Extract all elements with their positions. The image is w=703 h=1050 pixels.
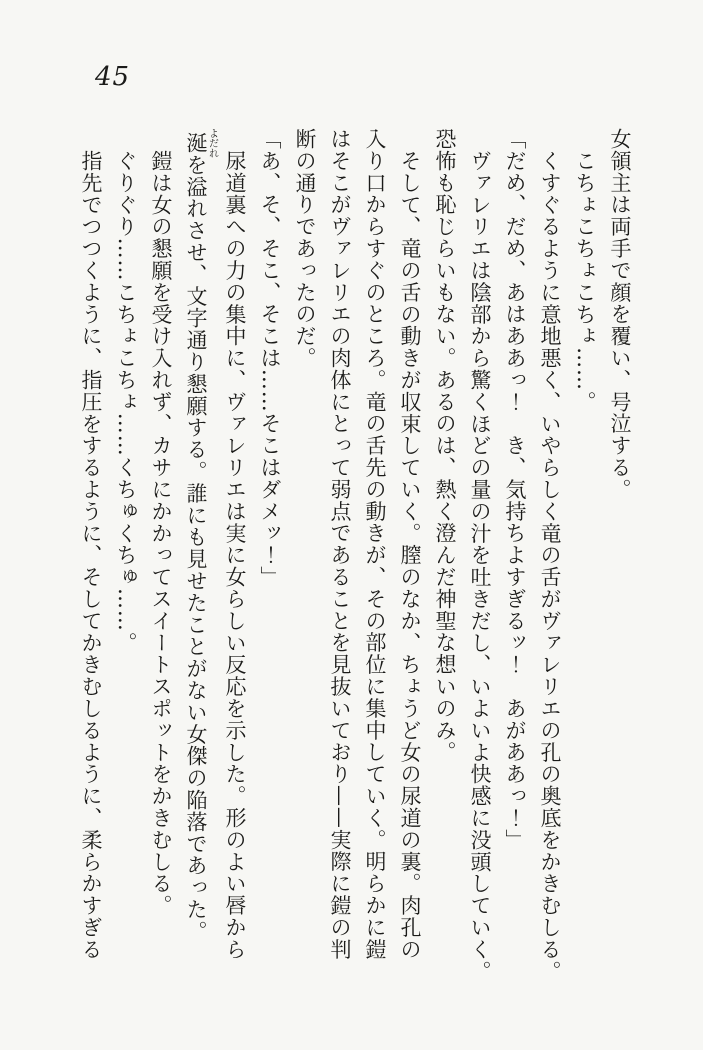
text-line: ぐりぐり……こちょこちょ……くちゅくちゅ……。 xyxy=(114,150,138,654)
text-line: 尿道裏への力の集中に、ヴァレリエは実に女らしい反応を示した。形のよい唇から xyxy=(223,150,247,961)
text-line: 断の通りであったのだ。 xyxy=(293,128,317,369)
text-line: 女領主は両手で顔を覆い、号泣する。 xyxy=(608,128,632,501)
text-line: 「だめ、だめ、あはああっ！ き、気持ちよすぎるッ！ あがああっ！」 xyxy=(503,128,527,851)
text-line: ヴァレリエは陰部から驚くほどの量の汁を吐きだし、いよいよ快感に没頭していく。 xyxy=(468,150,492,983)
text-line: 入り口からすぐのところ。竜の舌先の動きが、その部位に集中していく。明らかに鎧 xyxy=(363,128,387,961)
text-line: 涎よだれを溢れさせ、文字通り懇願する。誰にも見せたことがない女傑の陥落であった。 xyxy=(184,128,218,943)
text-line: こちょこちょこちょ……。 xyxy=(573,150,597,413)
page-number: 45 xyxy=(95,62,131,92)
text-line: そして、竜の舌の動きが収束していく。膣のなか、ちょうど女の尿道の裏。肉孔の xyxy=(398,150,422,961)
text-line: 指先でつつくように、指圧をするように、そしてかきむしるように、柔らかすぎる xyxy=(79,150,103,961)
text-line: 鎧は女の懇願を受け入れず、カサにかかってスイートスポットをかきむしる。 xyxy=(149,150,173,917)
vertical-text-block xyxy=(77,128,637,994)
ruby-annotation: 涎よだれ xyxy=(184,128,218,158)
text-line: くすぐるように意地悪く、いやらしく竜の舌がヴァレリエの孔の奥底をかきむしる。 xyxy=(538,150,562,983)
text-line: 恐怖も恥じらいもない。あるのは、熱く澄んだ神聖な想いのみ。 xyxy=(433,128,457,764)
text-line: 「あ、そ、そこ、そこは……そこはダメッ！」 xyxy=(258,128,282,588)
text-line: はそこがヴァレリエの肉体にとって弱点であることを見抜いており——実際に鎧の判 xyxy=(328,128,352,961)
